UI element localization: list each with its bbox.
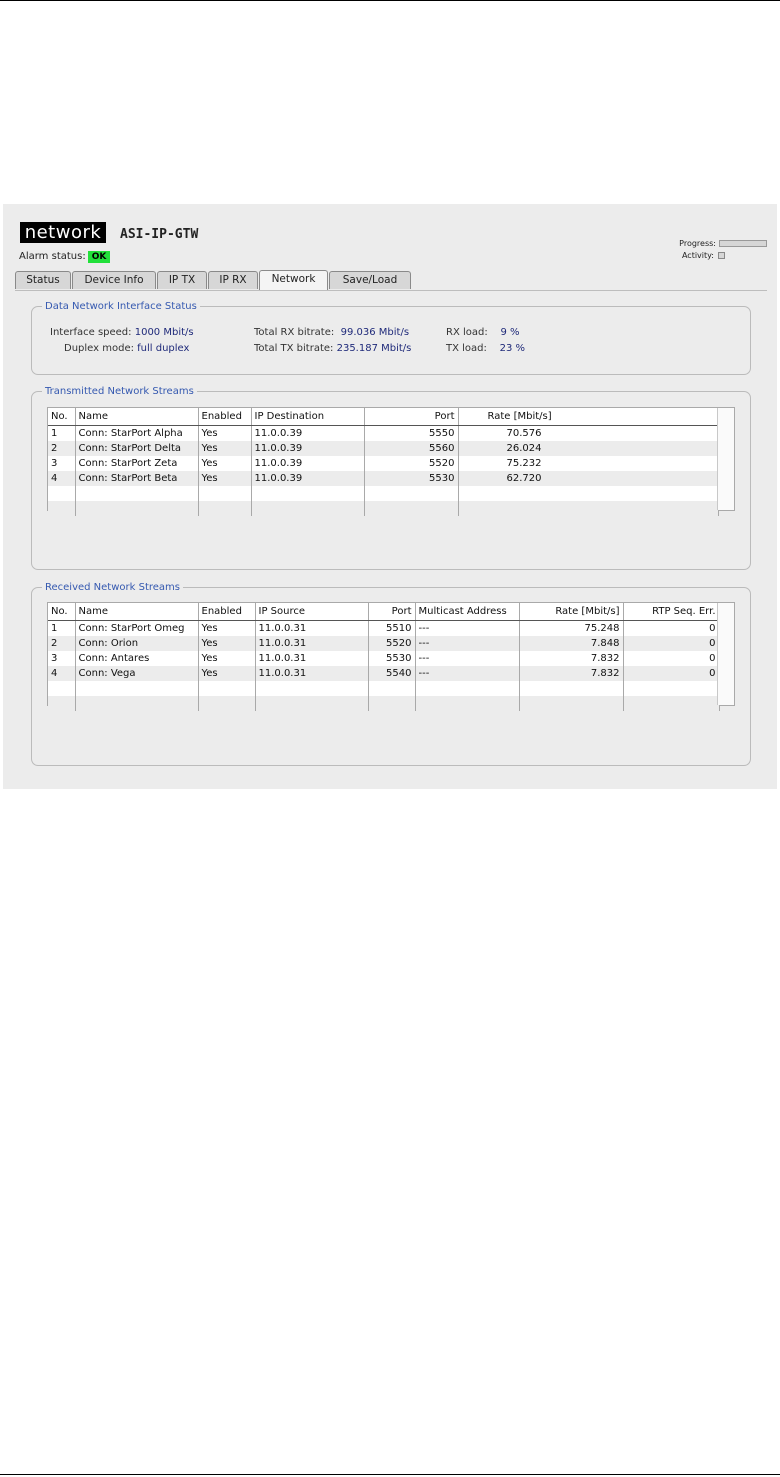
cell-no: 1	[48, 621, 75, 637]
cell-enabled: Yes	[198, 471, 251, 486]
table-row-empty	[48, 696, 719, 711]
tx-load	[446, 343, 525, 354]
cell-name: Conn: StarPort Zeta	[75, 456, 198, 471]
alarm-status-label: Alarm status:	[19, 251, 86, 262]
rx-load-value: 9 %	[500, 327, 520, 338]
table-header-row	[48, 603, 719, 621]
tx-table-scrollbar[interactable]	[717, 408, 734, 510]
column-header[interactable]: Port	[368, 603, 415, 621]
tab-network[interactable]: Network	[259, 270, 328, 290]
cell-enabled: Yes	[198, 456, 251, 471]
table-row[interactable]	[48, 471, 718, 486]
total-rx-bitrate-value: 99.036 Mbit/s	[340, 327, 410, 338]
tx-streams-table	[47, 407, 735, 511]
column-header[interactable]: No.	[48, 408, 75, 426]
cell-rate: 75.232	[458, 456, 718, 471]
cell-name: Conn: StarPort Omeg	[75, 621, 198, 637]
rx-load-label: RX load:	[446, 327, 488, 338]
cell-no: 4	[48, 666, 75, 681]
table-row[interactable]	[48, 651, 719, 666]
cell-multicast: ---	[415, 666, 519, 681]
table-row-empty	[48, 486, 718, 501]
cell-port: 5530	[364, 471, 458, 486]
cell-rtp-err: 0	[623, 621, 719, 637]
duplex-mode	[64, 343, 189, 354]
cell-ip: 11.0.0.39	[251, 426, 364, 442]
cell-port: 5520	[368, 636, 415, 651]
cell-ip: 11.0.0.39	[251, 441, 364, 456]
tx-load-label: TX load:	[446, 343, 487, 354]
table-row-empty	[48, 501, 718, 516]
table-row-empty	[48, 681, 719, 696]
cell-port: 5560	[364, 441, 458, 456]
cell-rtp-err: 0	[623, 636, 719, 651]
cell-name: Conn: StarPort Beta	[75, 471, 198, 486]
interface-status-legend: Data Network Interface Status	[45, 301, 197, 312]
cell-rate: 70.576	[458, 426, 718, 442]
tab-ip-rx[interactable]: IP RX	[208, 271, 258, 289]
column-header[interactable]: Enabled	[198, 603, 255, 621]
interface-speed-value: 1000 Mbit/s	[134, 327, 194, 338]
cell-ip: 11.0.0.31	[255, 636, 368, 651]
tab-ip-tx[interactable]: IP TX	[157, 271, 207, 289]
activity-indicator	[682, 251, 725, 260]
cell-rate: 26.024	[458, 441, 718, 456]
cell-port: 5530	[368, 651, 415, 666]
cell-name: Conn: StarPort Alpha	[75, 426, 198, 442]
cell-enabled: Yes	[198, 426, 251, 442]
cell-ip: 11.0.0.39	[251, 456, 364, 471]
cell-no: 4	[48, 471, 75, 486]
rx-table-scrollbar[interactable]	[717, 603, 734, 705]
total-tx-bitrate-label: Total TX bitrate:	[254, 343, 334, 354]
cell-enabled: Yes	[198, 621, 255, 637]
activity-led-icon	[718, 252, 725, 259]
cell-ip: 11.0.0.31	[255, 621, 368, 637]
cell-no: 3	[48, 456, 75, 471]
duplex-mode-label: Duplex mode:	[64, 343, 134, 354]
device-name: ASI-IP-GTW	[120, 227, 199, 242]
alarm-status	[19, 251, 110, 263]
table-row[interactable]	[48, 666, 719, 681]
column-header[interactable]: Multicast Address	[415, 603, 519, 621]
column-header[interactable]: IP Destination	[251, 408, 364, 426]
table-row[interactable]	[48, 636, 719, 651]
cell-rate: 7.832	[519, 651, 623, 666]
cell-ip: 11.0.0.31	[255, 666, 368, 681]
tab-save-load[interactable]: Save/Load	[329, 271, 411, 289]
duplex-mode-value: full duplex	[137, 343, 190, 354]
cell-multicast: ---	[415, 636, 519, 651]
cell-port: 5510	[368, 621, 415, 637]
table-row[interactable]	[48, 621, 719, 637]
cell-name: Conn: Vega	[75, 666, 198, 681]
interface-speed	[50, 327, 194, 338]
cell-name: Conn: Antares	[75, 651, 198, 666]
cell-port: 5540	[368, 666, 415, 681]
table-row[interactable]	[48, 426, 718, 442]
column-header[interactable]: IP Source	[255, 603, 368, 621]
cell-ip: 11.0.0.31	[255, 651, 368, 666]
rx-streams-legend: Received Network Streams	[45, 582, 180, 593]
cell-enabled: Yes	[198, 666, 255, 681]
tab-status[interactable]: Status	[15, 271, 71, 289]
column-header[interactable]: Name	[75, 408, 198, 426]
cell-name: Conn: StarPort Delta	[75, 441, 198, 456]
rx-load	[446, 327, 519, 338]
alarm-status-badge: OK	[88, 251, 111, 263]
cell-rate: 62.720	[458, 471, 718, 486]
tab-bar-underline	[15, 290, 767, 291]
cell-enabled: Yes	[198, 651, 255, 666]
tx-load-value: 23 %	[499, 343, 526, 354]
progress-label: Progress:	[679, 239, 716, 248]
web-ui-panel	[3, 204, 777, 789]
activity-label: Activity:	[681, 251, 714, 260]
total-rx-bitrate-label: Total RX bitrate:	[254, 327, 335, 338]
cell-no: 2	[48, 441, 75, 456]
cell-multicast: ---	[415, 651, 519, 666]
cell-rtp-err: 0	[623, 651, 719, 666]
interface-speed-label: Interface speed:	[50, 327, 132, 338]
progress-bar	[719, 240, 767, 247]
cell-no: 1	[48, 426, 75, 442]
tab-device-info[interactable]: Device Info	[72, 271, 156, 289]
cell-no: 3	[48, 651, 75, 666]
cell-no: 2	[48, 636, 75, 651]
table-row[interactable]	[48, 456, 718, 471]
column-header[interactable]: Name	[75, 603, 198, 621]
column-header[interactable]: RTP Seq. Err.	[623, 603, 719, 621]
cell-rate: 75.248	[519, 621, 623, 637]
tx-streams-legend: Transmitted Network Streams	[45, 386, 194, 397]
cell-enabled: Yes	[198, 636, 255, 651]
table-header-row	[48, 408, 718, 426]
rx-streams-grid	[48, 603, 720, 711]
cell-rtp-err: 0	[623, 666, 719, 681]
cell-multicast: ---	[415, 621, 519, 637]
page-bottom-rule	[0, 1474, 780, 1475]
cell-enabled: Yes	[198, 441, 251, 456]
cell-rate: 7.832	[519, 666, 623, 681]
total-tx-bitrate	[254, 343, 411, 354]
rx-streams-table	[47, 602, 735, 706]
total-rx-bitrate	[254, 327, 409, 338]
total-tx-bitrate-value: 235.187 Mbit/s	[336, 343, 412, 354]
column-header[interactable]: Rate [Mbit/s]	[458, 408, 718, 426]
cell-ip: 11.0.0.39	[251, 471, 364, 486]
page-top-rule	[0, 0, 780, 1]
tx-streams-grid	[48, 408, 719, 516]
cell-port: 5520	[364, 456, 458, 471]
network-logo: network	[20, 222, 106, 243]
column-header[interactable]: No.	[48, 603, 75, 621]
interface-status-group	[31, 301, 751, 375]
table-row[interactable]	[48, 441, 718, 456]
column-header[interactable]: Port	[364, 408, 458, 426]
column-header[interactable]: Enabled	[198, 408, 251, 426]
cell-rate: 7.848	[519, 636, 623, 651]
column-header[interactable]: Rate [Mbit/s]	[519, 603, 623, 621]
cell-name: Conn: Orion	[75, 636, 198, 651]
progress-indicator	[679, 239, 767, 248]
cell-port: 5550	[364, 426, 458, 442]
